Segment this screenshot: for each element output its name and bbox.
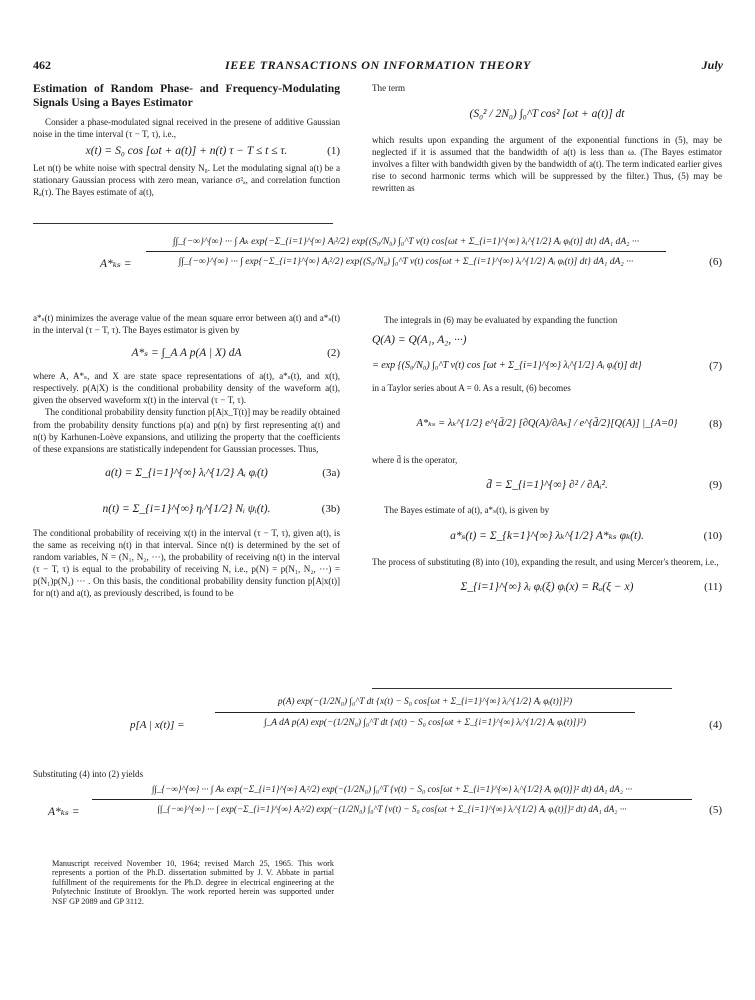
equation-3a-body: a(t) = Σ_{i=1}^{∞} λᵢ^{1/2} Aᵢ φᵢ(t) [105, 466, 268, 479]
equation-5 [48, 784, 722, 844]
equation-6-lhs: A*ₖₛ = [100, 258, 132, 270]
mercer-paragraph: The process of substituting (8) into (10), expanding the result, and using Mercer's theorem, i.e., [372, 557, 719, 568]
term-equation [372, 94, 722, 134]
equation-11-number: (11) [704, 581, 722, 594]
equation-3a-number: (3a) [322, 466, 340, 479]
equation-7-line-1 [372, 330, 722, 350]
equation-5-numerator: ∫∫_{−∞}^{∞} ··· ∫ Aₖ exp(−Σ_{i=1}^{∞} Aᵢ²/2) exp(−(1/2N₀) ∫₀^T {v(t) − S₀ cos[ωt + Σ_{i=1}^{∞} λᵢ^{1/2} Aᵢ φᵢ(t)]}² dt) dA₁ dA₂ ··· [92, 784, 692, 800]
equation-1-body: x(t) = S₀ cos [ωt + a(t)] + n(t) τ − T ≤ t ≤ τ. [85, 145, 288, 158]
equation-5-denominator: ∫∫_{−∞}^{∞} ··· ∫ exp(−Σ_{i=1}^{∞} Aᵢ²/2) exp(−(1/2N₀) ∫₀^T {v(t) − S₀ cos[ωt + Σ_{i=1}^{∞} λᵢ^{1/2} Aᵢ φᵢ(t)]}² dt) dA₁ dA₂ ··· [157, 804, 627, 814]
equation-2 [33, 336, 340, 370]
equation-8-number: (8) [709, 418, 722, 431]
section-divider-2 [372, 688, 672, 689]
issue-month: July [701, 58, 723, 72]
equation-5-lhs: A*ₖₛ = [48, 806, 80, 818]
equation-8-body: A*ₖₛ = λₖ^{1/2} e^{d̄/2} [∂Q(A)/∂Aₖ] / e^{d̄/2}[Q(A)] |_{A=0} [416, 418, 678, 430]
operator-paragraph: where d̄ is the operator, [372, 455, 458, 466]
conditional-probability-paragraph: The conditional probability of receiving x(t) in the interval (τ − T, τ), given a(t), is the same as receiving n(t) in that interval. Since n(t) is determined by the set of random variables, N = (N₁, N₂, ···), the probability of receiving n(t) in the interval (τ − T, τ) is equal to the probability of receiving N, i.e., p(N) = p(N₁, N₂, ···) = p(N₁)p(N₂) ··· . On this basis, the conditional probability density function p[A|x(t)] for n(t) and a(t), as previously described, is found to be [33, 527, 340, 599]
equation-10 [372, 516, 722, 556]
equation-3b [33, 491, 340, 527]
equation-10-number: (10) [703, 530, 722, 543]
equation-7-line-1-body: Q(A) = Q(A₁, A₂, ···) [372, 334, 467, 347]
left-column-top [33, 82, 340, 198]
equation-7-number: (7) [709, 360, 722, 373]
equation-6-number: (6) [709, 256, 722, 268]
equation-3b-number: (3b) [321, 502, 340, 515]
section-divider [33, 223, 333, 224]
equation-2-number: (2) [327, 347, 340, 360]
bayes-estimate-paragraph: The Bayes estimate of a(t), a*ₛ(t), is given by [384, 505, 550, 516]
equation-1-number: (1) [327, 145, 340, 158]
term-intro: The term [372, 83, 406, 93]
journal-title: IEEE TRANSACTIONS ON INFORMATION THEORY [225, 58, 531, 72]
equation-9-body: d̄ = Σ_{i=1}^{∞} ∂² / ∂Aᵢ². [486, 479, 608, 492]
article-title: Estimation of Random Phase- and Frequency-Modulating Signals Using a Bayes Estimator [33, 82, 340, 109]
equation-1 [33, 140, 340, 162]
page-number: 462 [33, 58, 51, 72]
equation-4-number: (4) [709, 719, 722, 731]
equation-6-numerator: ∫∫_{−∞}^{∞} ··· ∫ Aₖ exp{−Σ_{i=1}^{∞} Aᵢ²/2} exp{(S₀/N₀) ∫₀^T v(t) cos[ωt + Σ_{i=1}^{∞} λᵢ^{1/2} Aᵢ φᵢ(t)] dt} dA₁ dA₂ ··· [146, 236, 666, 252]
equation-3a [33, 455, 340, 491]
manuscript-footnote: Manuscript received November 10, 1964; revised March 25, 1965. This work represents a portion of the Ph.D. dissertation submitted by J. V. Abbate in partial fulfillment of the requirements for the Ph.D. degree in electrical engineering at the Polytechnic Institute of Brooklyn. The work reported herein was supported under NSF GP 2089 and GP 3112. [52, 859, 334, 906]
equation-4-denominator: ∫_A dA p(A) exp(−(1/2N₀) ∫₀^T dt {x(t) − S₀ cos[ωt + Σ_{i=1}^{∞} λᵢ^{1/2} Aᵢ φᵢ(t)]}²) [264, 718, 586, 728]
right-column-top [372, 82, 722, 195]
estimator-paragraph: a*ₛ(t) minimizes the average value of the mean square error between a(t) and a*ₛ(t) in the interval (τ − T, τ). The Bayes estimator is given by [33, 313, 340, 336]
equation-10-body: a*ₛ(t) = Σ_{k=1}^{∞} λₖ^{1/2} A*ₖₛ φₖ(t). [450, 530, 644, 543]
left-column-middle [33, 312, 340, 599]
equation-6-denominator: ∫∫_{−∞}^{∞} ··· ∫ exp{−Σ_{i=1}^{∞} Aᵢ²/2} exp{(S₀/N₀) ∫₀^T v(t) cos[ωt + Σ_{i=1}^{∞} λᵢ^{1/2} Aᵢ φᵢ(t)] dt} dA₁ dA₂ ··· [178, 256, 634, 267]
karhunen-loeve-paragraph: The conditional probability density function p[A|x_T(t)] may be readily obtained from the probability density functions p(a) and p(n) by first representing a(t) and n(t) by Karhunen-Loève expansions, and utilizing the property that the coefficients of these expansions are statistically independent for Gaussian processes. Thus, [33, 407, 341, 454]
equation-9-number: (9) [709, 479, 722, 492]
equation-8 [372, 394, 722, 454]
state-space-paragraph: where A, A*ₛ, and X are state space representations of a(t), a*ₛ(t), and x(t), respectively. p(A|X) is the conditional probability density of the waveform a(t), given the observed waveform x(t) in the interval (τ − T, τ). [33, 371, 340, 406]
equation-3b-body: n(t) = Σ_{i=1}^{∞} ηᵢ^{1/2} Nᵢ ψᵢ(t). [102, 502, 271, 515]
integrals-paragraph: The integrals in (6) may be evaluated by expanding the function [384, 315, 618, 325]
equation-7 [372, 350, 722, 382]
equation-4-numerator: p(A) exp(−(1/2N₀) ∫₀^T dt {x(t) − S₀ cos[ωt + Σ_{i=1}^{∞} λᵢ^{1/2} Aᵢ φᵢ(t)]}²) [215, 697, 635, 713]
equation-6 [100, 236, 722, 294]
equation-11 [372, 568, 722, 606]
equation-2-body: A*ₛ = ∫_A A p(A | X) dA [131, 347, 242, 360]
equation-5-fraction [92, 784, 692, 814]
intro-paragraph: Consider a phase-modulated signal received in the presene of additive Gaussian noise in the time interval (τ − T, τ), i.e., [33, 117, 340, 140]
taylor-paragraph: in a Taylor series about A = 0. As a result, (6) becomes [372, 383, 571, 394]
noise-paragraph: Let n(t) be white noise with spectral density N₀. Let the modulating signal a(t) be a stationary Gaussian process with zero mean, variance σ²ₐ, and correlation function Rₐ(τ). The Bayes estimate of a(t), [33, 163, 340, 198]
equation-11-body: Σ_{i=1}^{∞} λᵢ φᵢ(ξ) φᵢ(x) = Rₐ(ξ − x) [460, 581, 634, 594]
running-header [33, 58, 723, 74]
equation-7-body: = exp {(S₀/N₀) ∫₀^T v(t) cos [ωt + Σ_{i=1}^{∞} λᵢ^{1/2} Aᵢ φᵢ(t)] dt} [372, 360, 642, 372]
term-equation-body: (S₀² / 2N₀) ∫₀^T cos² [ωt + a(t)] dt [469, 108, 625, 121]
equation-5-number: (5) [709, 804, 722, 816]
right-column-middle [372, 314, 722, 606]
equation-9 [372, 466, 722, 504]
equation-4-lhs: p[A | x(t)] = [130, 719, 185, 731]
equation-4-fraction [215, 697, 635, 728]
equation-4 [130, 697, 722, 761]
bandwidth-paragraph: which results upon expanding the argument of the exponential functions in (5), may be neglected if it is assumed that the bandwidth of a(t) is less than ω. (The Bayes estimator involves a filter with bandwidth given by the bandwidth of a(t). The term indicated earlier gives rise to second harmonic terms which will be suppressed by the filter.) Thus, (5) may be rewritten as [372, 135, 722, 194]
substituting-line: Substituting (4) into (2) yields [33, 769, 144, 779]
equation-6-fraction [146, 236, 666, 267]
